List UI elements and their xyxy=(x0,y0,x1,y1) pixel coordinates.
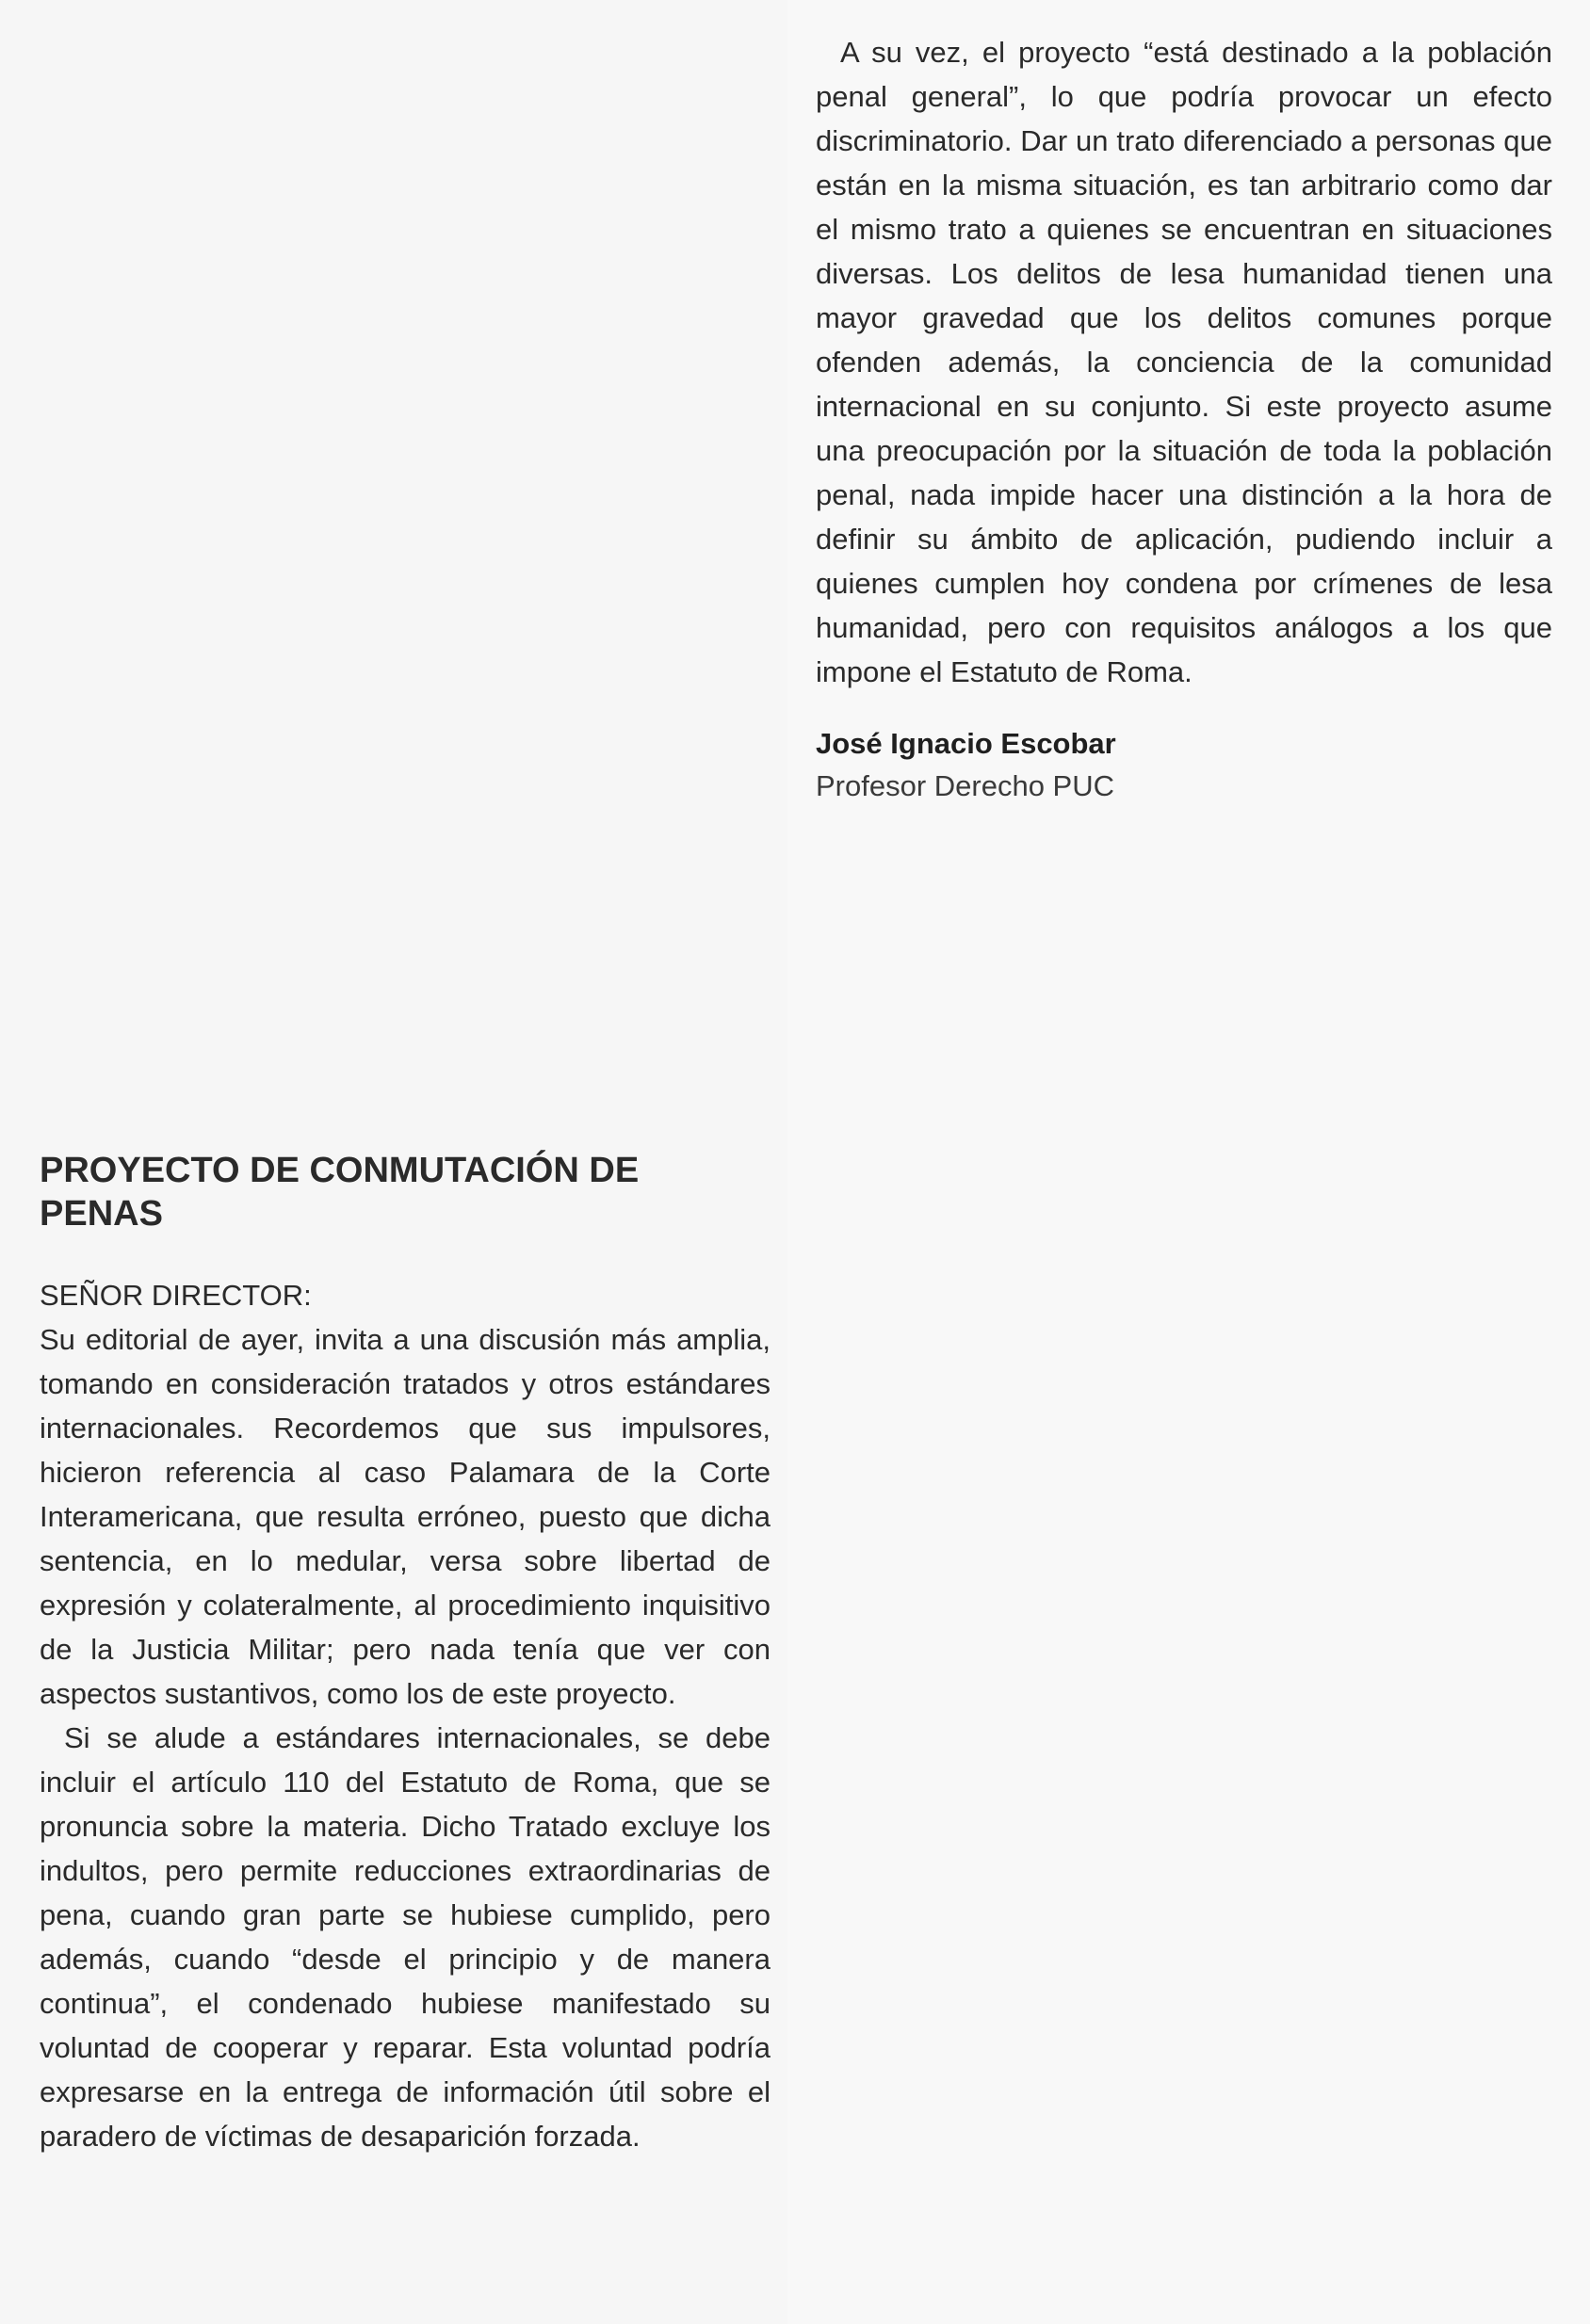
letter-continuation-paragraph: A su vez, el proyecto “está destinado a la población penal general”, lo que podría provocar un efecto discriminatorio. Dar un trato diferenciado a personas que están en la misma situación, es tan arbitrario como dar el mismo trato a quienes se encuentran en situaciones diversas. Los delitos de lesa humanidad tienen una mayor gravedad que los delitos comunes porque ofenden además, la conciencia de la comunidad internacional en su conjunto. Si este proyecto asume una preocupación por la situación de toda la población penal, nada impide hacer una distinción a la hora de definir su ámbito de aplicación, pudiendo incluir a quienes cumplen hoy condena por crímenes de lesa humanidad, pero con requisitos análogos a los que impone el Estatuto de Roma. xyxy=(816,36,1552,688)
letter-continuation xyxy=(816,30,1552,807)
letter-salutation: SEÑOR DIRECTOR: xyxy=(40,1279,312,1312)
author-name: José Ignacio Escobar xyxy=(816,727,1116,760)
letter-headline: PROYECTO DE CONMUTACIÓN DE PENAS xyxy=(40,1151,640,1234)
author-role: Profesor Derecho PUC xyxy=(816,769,1115,802)
letter-proyecto-conmutacion xyxy=(40,1149,771,2158)
letter-paragraph-2: Si se alude a estándares internacionales, se debe incluir el artículo 110 del Estatuto de Roma, que se pronuncia sobre la materia. Dicho Tratado excluye los indultos, pero permite reducciones extraordinarias de pena, cuando gran parte se hubiese cumplido, pero además, cuando “desde el principio y de manera continua”, el condenado hubiese manifestado su voluntad de cooperar y reparar. Esta voluntad podría expresarse en la entrega de información útil sobre el paradero de víctimas de desaparición forzada. xyxy=(40,1721,771,2153)
letter-paragraph-1: Su editorial de ayer, invita a una discusión más amplia, tomando en consideración tratados y otros estándares internacionales. Recordemos que sus impulsores, hicieron referencia al caso Palamara de la Corte Interamericana, que resulta erróneo, puesto que dicha sentencia, en lo medular, versa sobre libertad de expresión y colateralmente, al procedimiento inquisitivo de la Justicia Militar; pero nada tenía que ver con aspectos sustantivos, como los de este proyecto. xyxy=(40,1323,771,1710)
